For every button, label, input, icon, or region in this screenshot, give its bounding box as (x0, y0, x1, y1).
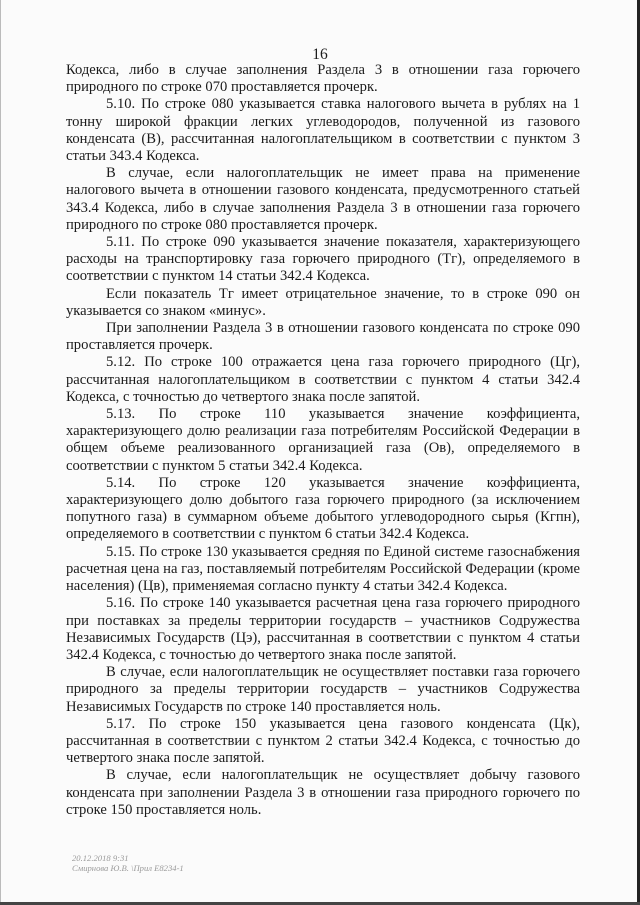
paragraph-5-10-note: В случае, если налогоплательщик не имеет права на применение налогового вычета в отношении газового конденсата, предусмотренного статьей 343.4 Кодекса, либо в случае заполнения Раздела 3 в отношении газа горючего природного по строке 080 проставляется прочерк. (66, 165, 580, 233)
paragraph-5-13: 5.13. По строке 110 указывается значение коэффициента, характеризующего долю реализации газа потребителям Российской Федерации в общем объеме реализованного организацией газа (Ов), определяемого в соответствии с пунктом 5 статьи 342.4 Кодекса. (66, 406, 580, 474)
paragraph-5-16: 5.16. По строке 140 указывается расчетная цена газа горючего природного при поставках за пределы территории государств – участников Содружества Независимых Государств (Цэ), рассчитанная в соответствии с пунктом 4 статьи 342.4 Кодекса, с точностью до четвертого знака после запятой. (66, 595, 580, 663)
footer-stamp (72, 853, 184, 873)
footer-timestamp: 20.12.2018 9:31 (72, 853, 129, 863)
paragraph-5-15: 5.15. По строке 130 указывается средняя по Единой системе газоснабжения расчетная цена на газ, поставляемый потребителям Российской Федерации (кроме населения) (Цв), применяемая согласно пункту 4 статьи 342.4 Кодекса. (66, 543, 580, 595)
paragraph-5-17: 5.17. По строке 150 указывается цена газового конденсата (Цк), рассчитанная в соответствии с пунктом 2 статьи 342.4 Кодекса, с точностью до четвертого знака после запятой. (66, 715, 580, 767)
paragraph-5-16-note: В случае, если налогоплательщик не осуществляет поставки газа горючего природного за пределы территории государств – участников Содружества Независимых Государств по строке 140 проставляется ноль. (66, 664, 580, 715)
footer-author-file: Смирнова Ю.В. \Прил Е8234-1 (72, 863, 184, 873)
paragraph-5-14: 5.14. По строке 120 указывается значение коэффициента, характеризующего долю добытого газа горючего природного (за исключением попутного газа) в суммарном объеме добытого углеводородного сырья (Кгпн), определяемого в соответствии с пунктом 6 статьи 342.4 Кодекса. (66, 474, 580, 543)
paragraph-5-12: 5.12. По строке 100 отражается цена газа горючего природного (Цг), рассчитанная налогоплательщиком в соответствии с пунктом 4 статьи 342.4 Кодекса, с точностью до четвертого знака после запятой. (66, 354, 580, 405)
page-number: 16 (312, 46, 328, 63)
paragraph-5-10: 5.10. По строке 080 указывается ставка налогового вычета в рублях на 1 тонну широкой фракции легких углеводородов, полученной из газового конденсата (В), рассчитанная налогоплательщиком в соответствии с пунктом 3 статьи 343.4 Кодекса. (66, 96, 580, 165)
paragraph-5-11-note-condensate: При заполнении Раздела 3 в отношении газового конденсата по строке 090 проставляется прочерк. (66, 320, 580, 354)
paragraph-5-11-note-negative: Если показатель Тг имеет отрицательное значение, то в строке 090 он указывается со знаком «минус». (66, 285, 580, 319)
paragraph-continuation: Кодекса, либо в случае заполнения Раздела 3 в отношении газа горючего природного по строке 070 проставляется прочерк. (66, 62, 580, 96)
document-body (66, 62, 580, 819)
paragraph-5-11: 5.11. По строке 090 указывается значение показателя, характеризующего расходы на транспортировку газа горючего природного (Тг), определяемого в соответствии с пунктом 14 статьи 342.4 Кодекса. (66, 234, 580, 285)
paragraph-5-17-note: В случае, если налогоплательщик не осуществляет добычу газового конденсата при заполнении Раздела 3 в отношении газа природного горючего по строке 150 проставляется ноль. (66, 767, 580, 818)
page-edge-left (0, 0, 1, 905)
